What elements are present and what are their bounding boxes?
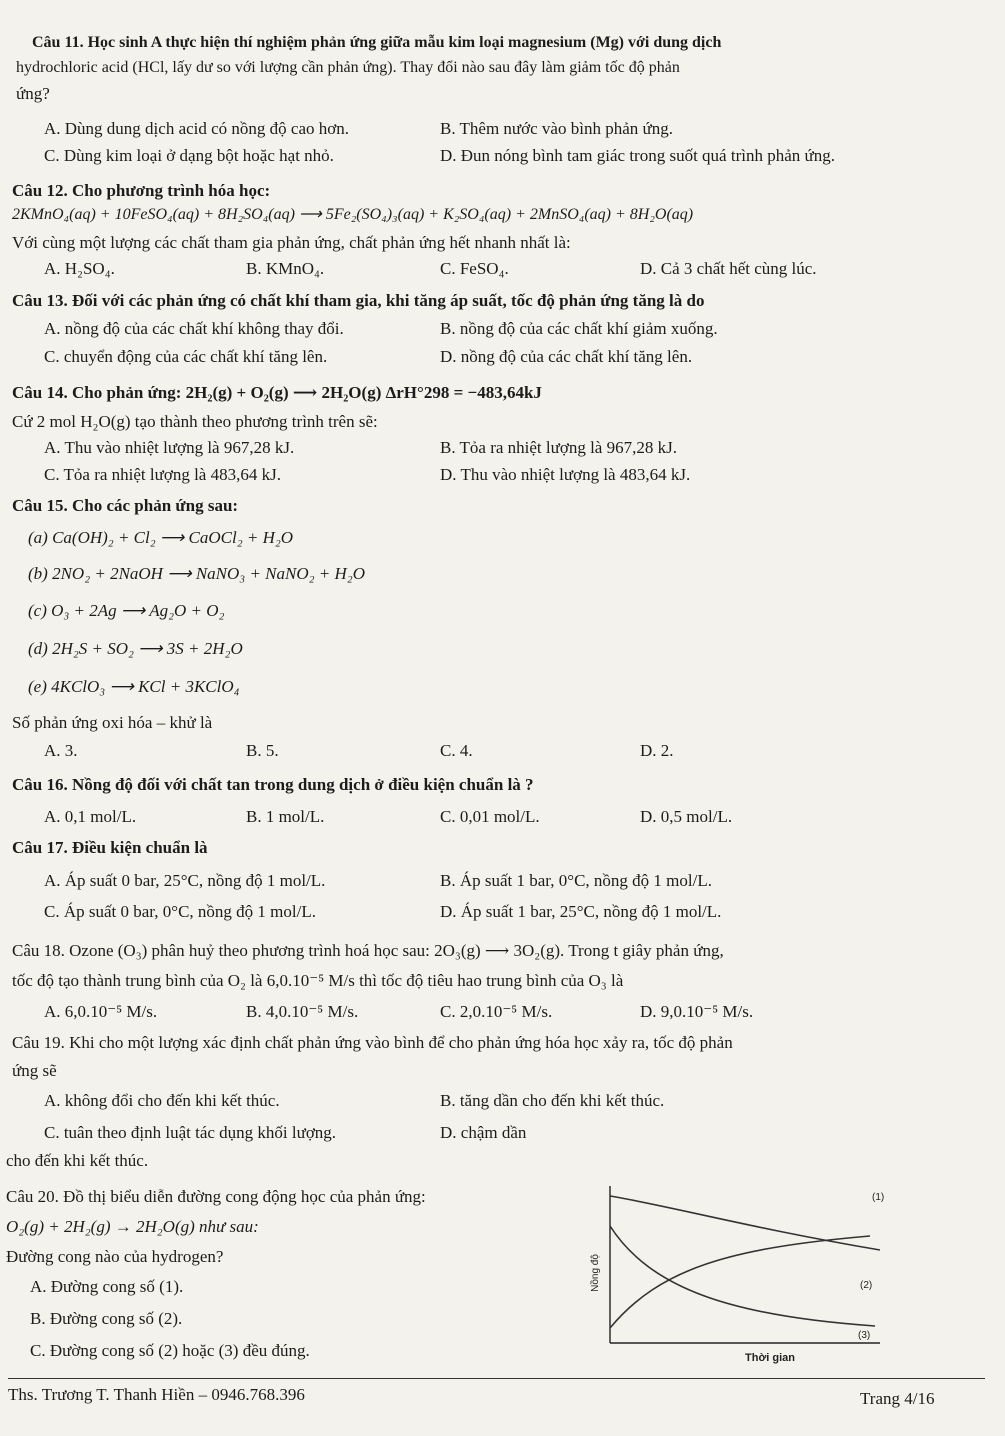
curve-label-2: (2) [860, 1280, 873, 1291]
q18-option-d: D. 9,0.10⁻⁵ M/s. [640, 1002, 754, 1021]
q15-line2: Số phản ứng oxi hóa – khử là [12, 713, 213, 732]
q12-option-b: B. KMnO₄. [246, 259, 325, 278]
q18-option-c: C. 2,0.10⁻⁵ M/s. [440, 1002, 553, 1021]
curve-1 [610, 1196, 880, 1250]
q11-line3: ứng? [16, 84, 50, 103]
q16-option-c: C. 0,01 mol/L. [440, 807, 540, 826]
q19-option-d: D. chậm dần [440, 1123, 527, 1142]
q20-option-b: B. Đường cong số (2). [30, 1309, 183, 1328]
q12-option-c: C. FeSO₄. [440, 259, 509, 278]
q13-line1: Câu 13. Đối với các phản ứng có chất khí tham gia, khi tăng áp suất, tốc độ phản ứng tăng là do [12, 291, 705, 310]
q17-option-c: C. Áp suất 0 bar, 0°C, nồng độ 1 mol/L. [44, 902, 316, 921]
q15-option-d: D. 2. [640, 741, 674, 760]
q12-option-a: A. H₂SO₄. [44, 259, 115, 278]
q20-line2: O₂(g) + 2H₂(g) → 2H₂O(g) như sau: [6, 1217, 259, 1236]
q12-line2: Với cùng một lượng các chất tham gia phản ứng, chất phản ứng hết nhanh nhất là: [12, 233, 571, 252]
q18-option-b: B. 4,0.10⁻⁵ M/s. [246, 1002, 359, 1021]
q19-line1: Câu 19. Khi cho một lượng xác định chất phản ứng vào bình để cho phản ứng hóa học xảy ra, tốc độ phản [12, 1033, 733, 1052]
q19-option-b: B. tăng dần cho đến khi kết thúc. [440, 1091, 665, 1110]
q11-option-a: A. Dùng dung dịch acid có nồng độ cao hơn. [44, 119, 350, 138]
q15-option-c: C. 4. [440, 741, 473, 760]
q18-line2: tốc độ tạo thành trung bình của O₂ là 6,0.10⁻⁵ M/s thì tốc độ tiêu hao trung bình của O₃ là [12, 971, 624, 990]
q15-option-b: B. 5. [246, 741, 279, 760]
q20-option-c: C. Đường cong số (2) hoặc (3) đều đúng. [30, 1341, 310, 1360]
q14-option-b: B. Tỏa ra nhiệt lượng là 967,28 kJ. [440, 438, 677, 457]
q15-reaction-a: (a) Ca(OH)₂ + Cl₂ ⟶ CaOCl₂ + H₂O [28, 528, 294, 547]
curve-label-3: (3) [858, 1330, 871, 1341]
q17-option-d: D. Áp suất 1 bar, 25°C, nồng độ 1 mol/L. [440, 902, 722, 921]
q14-line2: Cứ 2 mol H₂O(g) tạo thành theo phương trình trên sẽ: [12, 412, 378, 431]
q13-option-a: A. nồng độ của các chất khí không thay đổi. [44, 319, 344, 338]
q11-option-b: B. Thêm nước vào bình phản ứng. [440, 119, 673, 138]
footer-divider [8, 1378, 985, 1379]
q14-line1: Câu 14. Cho phản ứng: 2H₂(g) + O₂(g) ⟶ 2H₂O(g) ΔrH°298 = −483,64kJ [12, 383, 542, 402]
y-axis-label: Nồng độ [590, 1254, 601, 1292]
q12-line1: Câu 12. Cho phương trình hóa học: [12, 181, 271, 200]
q13-option-c: C. chuyển động của các chất khí tăng lên. [44, 347, 328, 366]
q20-option-a: A. Đường cong số (1). [30, 1277, 184, 1296]
q19-line2: ứng sẽ [12, 1061, 57, 1080]
q11-line2: hydrochloric acid (HCl, lấy dư so với lượng cần phản ứng). Thay đổi nào sau đây làm giảm tốc độ phản [16, 59, 680, 76]
q20-line1: Câu 20. Đồ thị biểu diễn đường cong động học của phản ứng: [6, 1187, 426, 1206]
q16-option-d: D. 0,5 mol/L. [640, 807, 733, 826]
q17-line1: Câu 17. Điều kiện chuẩn là [12, 838, 208, 857]
q17-option-a: A. Áp suất 0 bar, 25°C, nồng độ 1 mol/L. [44, 871, 326, 890]
q12-equation: 2KMnO₄(aq) + 10FeSO₄(aq) + 8H₂SO₄(aq) ⟶ 5Fe₂(SO₄)₃(aq) + K₂SO₄(aq) + 2MnSO₄(aq) + 8H₂O(aq) [12, 206, 694, 223]
q18-option-a: A. 6,0.10⁻⁵ M/s. [44, 1002, 158, 1021]
q16-line1: Câu 16. Nồng độ đối với chất tan trong dung dịch ở điều kiện chuẩn là ? [12, 775, 534, 794]
q19-option-c: C. tuân theo định luật tác dụng khối lượng. [44, 1123, 337, 1142]
q18-line1: Câu 18. Ozone (O₃) phân huỷ theo phương trình hoá học sau: 2O₃(g) ⟶ 3O₂(g). Trong t giây phản ứng, [12, 941, 724, 960]
q15-reaction-c: (c) O₃ + 2Ag ⟶ Ag₂O + O₂ [28, 601, 225, 620]
q15-reaction-b: (b) 2NO₂ + 2NaOH ⟶ NaNO₃ + NaNO₂ + H₂O [28, 564, 365, 583]
q14-option-d: D. Thu vào nhiệt lượng là 483,64 kJ. [440, 465, 691, 484]
q15-reaction-d: (d) 2H₂S + SO₂ ⟶ 3S + 2H₂O [28, 639, 243, 658]
q11-option-d: D. Đun nóng bình tam giác trong suốt quá trình phản ứng. [440, 146, 835, 165]
curve-label-1: (1) [872, 1192, 885, 1203]
q20-line3: Đường cong nào của hydrogen? [6, 1247, 224, 1266]
q12-option-d: D. Cả 3 chất hết cùng lúc. [640, 259, 817, 278]
q15-option-a: A. 3. [44, 741, 78, 760]
q14-option-c: C. Tỏa ra nhiệt lượng là 483,64 kJ. [44, 465, 281, 484]
q19-option-a: A. không đổi cho đến khi kết thúc. [44, 1091, 280, 1110]
q11-line1: Câu 11. Học sinh A thực hiện thí nghiệm phản ứng giữa mẫu kim loại magnesium (Mg) với dung dịch [32, 34, 722, 51]
q16-option-a: A. 0,1 mol/L. [44, 807, 137, 826]
q15-reaction-e: (e) 4KClO₃ ⟶ KCl + 3KClO₄ [28, 677, 240, 696]
q14-option-a: A. Thu vào nhiệt lượng là 967,28 kJ. [44, 438, 295, 457]
curve-2 [610, 1236, 873, 1328]
q11-option-c: C. Dùng kim loại ở dạng bột hoặc hạt nhỏ. [44, 146, 334, 165]
kinetics-chart [580, 1178, 900, 1374]
q15-line1: Câu 15. Cho các phản ứng sau: [12, 496, 239, 515]
q17-option-b: B. Áp suất 1 bar, 0°C, nồng độ 1 mol/L. [440, 871, 712, 890]
footer-page-number: Trang 4/16 [860, 1389, 935, 1408]
q13-option-b: B. nồng độ của các chất khí giảm xuống. [440, 319, 718, 338]
footer-author: Ths. Trương T. Thanh Hiền – 0946.768.396 [8, 1385, 305, 1404]
x-axis-label: Thời gian [745, 1352, 795, 1364]
curve-3 [610, 1226, 875, 1326]
q16-option-b: B. 1 mol/L. [246, 807, 325, 826]
q13-option-d: D. nồng độ của các chất khí tăng lên. [440, 347, 693, 366]
q19-option-d-continued: cho đến khi kết thúc. [6, 1151, 149, 1170]
